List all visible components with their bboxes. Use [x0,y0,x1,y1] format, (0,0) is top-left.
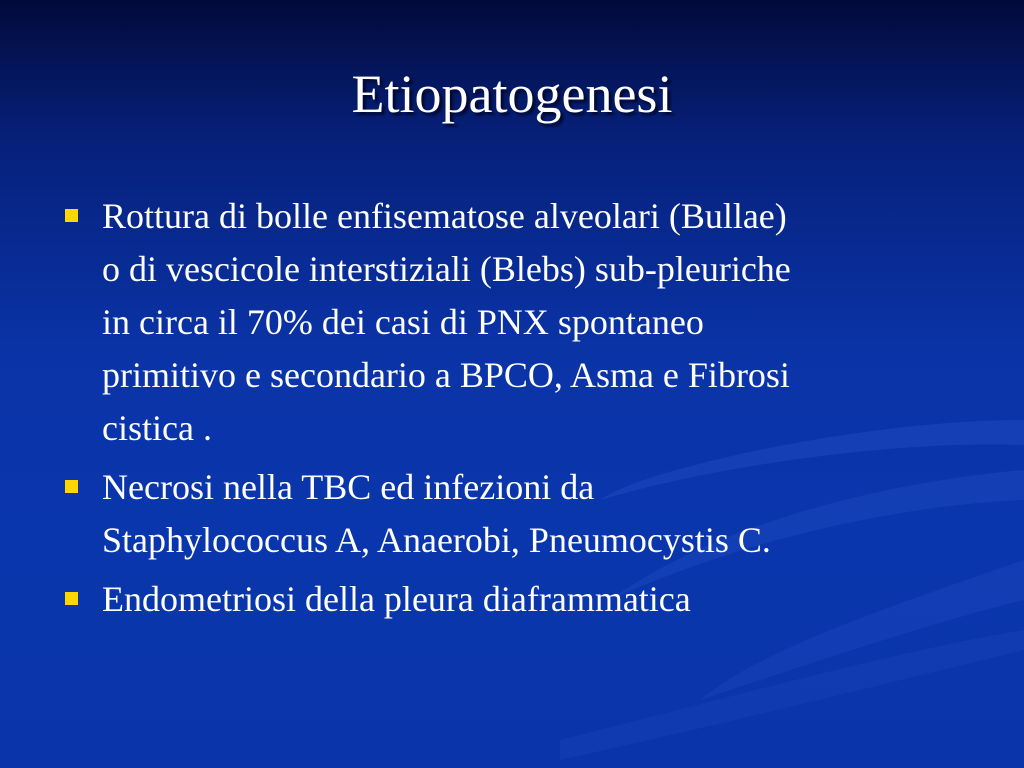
bullet-text: Necrosi nella TBC ed infezioni da Staphylococcus A, Anaerobi, Pneumocystis C. [102,467,771,560]
bullet-item [62,461,962,567]
bullet-list [62,190,962,632]
bullet-item [62,573,962,626]
bullet-item [62,190,962,455]
bullet-text: Endometriosi della pleura diaframmatica [102,579,691,619]
yellow-square-bullet-icon [65,209,78,222]
yellow-square-bullet-icon [65,480,78,493]
slide-title: Etiopatogenesi [351,64,673,124]
bullet-text: Rottura di bolle enfisematose alveolari (Bullae) o di vescicole interstiziali (Blebs) sub-pleuriche in circa il 70% dei casi di PNX spontaneo primitivo e secondario a BPCO, Asma e Fibrosi cistica . [102,196,791,448]
yellow-square-bullet-icon [65,592,78,605]
